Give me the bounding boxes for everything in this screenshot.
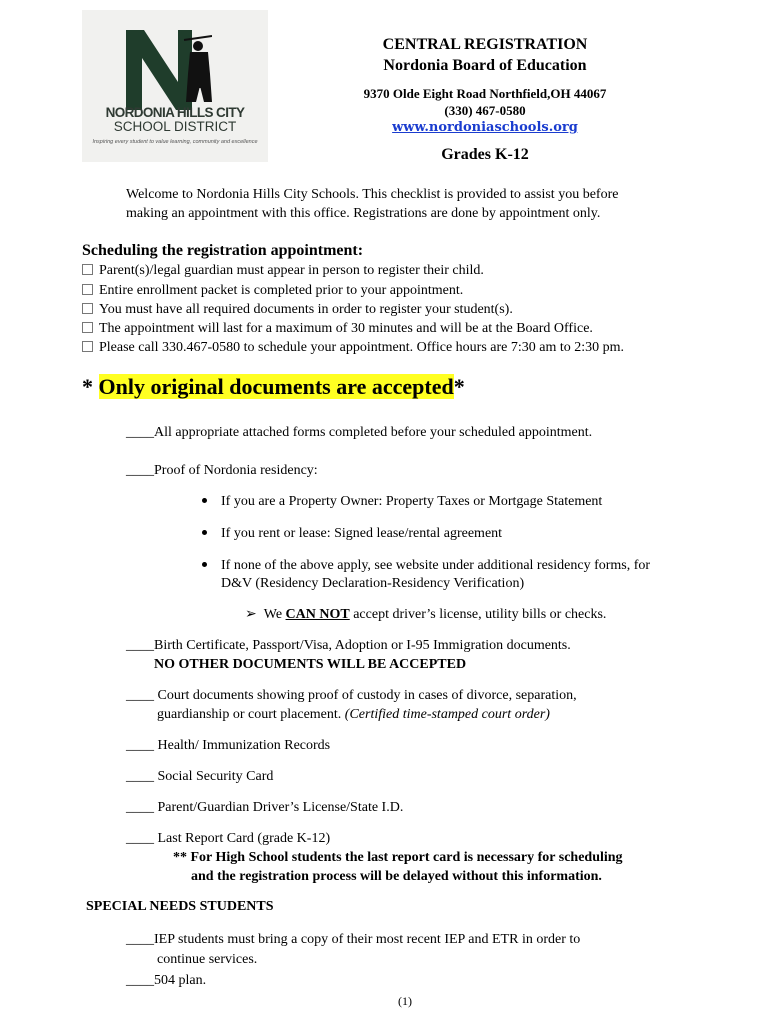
original-documents-notice: * Only original documents are accepted* — [82, 374, 465, 399]
list-item: Parent(s)/legal guardian must appear in person to register their child. — [82, 263, 484, 279]
residency-option: If none of the above apply, see website under additional residency forms, for — [221, 558, 651, 573]
arrow-icon: ➢ — [245, 607, 257, 622]
checklist-birth: ____Birth Certificate, Passport/Visa, Adoption or I-95 Immigration documents. — [126, 638, 571, 653]
checklist-iep: ____IEP students must bring a copy of their most recent IEP and ETR in order to — [126, 932, 581, 947]
checkbox-icon — [82, 322, 93, 333]
checklist-health: ____ Health/ Immunization Records — [126, 738, 331, 753]
phone: (330) 467-0580 — [444, 103, 526, 118]
knight-n-logo-icon — [126, 30, 212, 110]
checklist-iep-continued: continue services. — [157, 952, 258, 967]
list-item: Please call 330.467-0580 to schedule your appointment. Office hours are 7:30 am to 2:30 pm. — [82, 340, 624, 356]
checklist-forms: ____All appropriate attached forms completed before your scheduled appointment. — [126, 425, 593, 440]
website-link[interactable]: www.nordoniaschools.org — [392, 120, 578, 135]
checklist-ssc: ____ Social Security Card — [126, 769, 274, 784]
residency-option: If you are a Property Owner: Property Taxes or Mortgage Statement — [221, 494, 603, 509]
intro-line1: Welcome to Nordonia Hills City Schools. This checklist is provided to assist you before — [126, 187, 619, 202]
checkbox-icon — [82, 341, 93, 352]
checkbox-icon — [82, 264, 93, 275]
checklist-license: ____ Parent/Guardian Driver’s License/State I.D. — [126, 800, 404, 815]
page-number: (1) — [398, 994, 412, 1008]
residency-option-continued: D&V (Residency Declaration-Residency Verification) — [221, 576, 525, 591]
district-logo — [82, 10, 268, 162]
checklist-504: ____504 plan. — [126, 973, 207, 988]
logo-line1: NORDONIA HILLS CITY — [105, 105, 245, 120]
checklist-residency: ____Proof of Nordonia residency: — [126, 463, 318, 478]
list-item: Entire enrollment packet is completed prior to your appointment. — [82, 283, 463, 299]
checkbox-icon — [82, 303, 93, 314]
list-item: The appointment will last for a maximum of 30 minutes and will be at the Board Office. — [82, 321, 593, 337]
checklist-court-continued: guardianship or court placement. (Certified time-stamped court order) — [157, 707, 550, 722]
report-card-note-continued: and the registration process will be delayed without this information. — [191, 869, 602, 884]
residency-option: If you rent or lease: Signed lease/rental agreement — [221, 526, 503, 541]
bullet-icon — [202, 530, 207, 535]
intro-line2: making an appointment with this office. Registrations are done by appointment only. — [126, 206, 601, 221]
list-item: You must have all required documents in order to register your student(s). — [82, 302, 513, 318]
checklist-court: ____ Court documents showing proof of custody in cases of divorce, separation, — [126, 688, 577, 703]
grades-label: Grades K-12 — [441, 146, 529, 163]
page-title: CENTRAL REGISTRATION — [382, 36, 588, 53]
bullet-icon — [202, 498, 207, 503]
report-card-note: ** For High School students the last report card is necessary for scheduling — [173, 850, 623, 865]
address: 9370 Olde Eight Road Northfield,OH 44067 — [363, 86, 607, 101]
logo-tagline: Inspiring every student to value learning, community and excellence — [92, 139, 258, 145]
cannot-accept-note: ➢ We CAN NOT accept driver’s license, utility bills or checks. — [245, 607, 607, 622]
special-needs-heading: SPECIAL NEEDS STUDENTS — [86, 899, 274, 914]
logo-line2: SCHOOL DISTRICT — [113, 119, 237, 134]
checklist-report-card: ____ Last Report Card (grade K-12) — [126, 831, 331, 846]
notice-highlight: Only original documents are accepted — [98, 374, 454, 399]
scheduling-heading: Scheduling the registration appointment: — [82, 242, 364, 259]
birth-note: NO OTHER DOCUMENTS WILL BE ACCEPTED — [154, 657, 467, 672]
checkbox-icon — [82, 284, 93, 295]
page-subtitle: Nordonia Board of Education — [383, 57, 587, 74]
bullet-icon — [202, 562, 207, 567]
